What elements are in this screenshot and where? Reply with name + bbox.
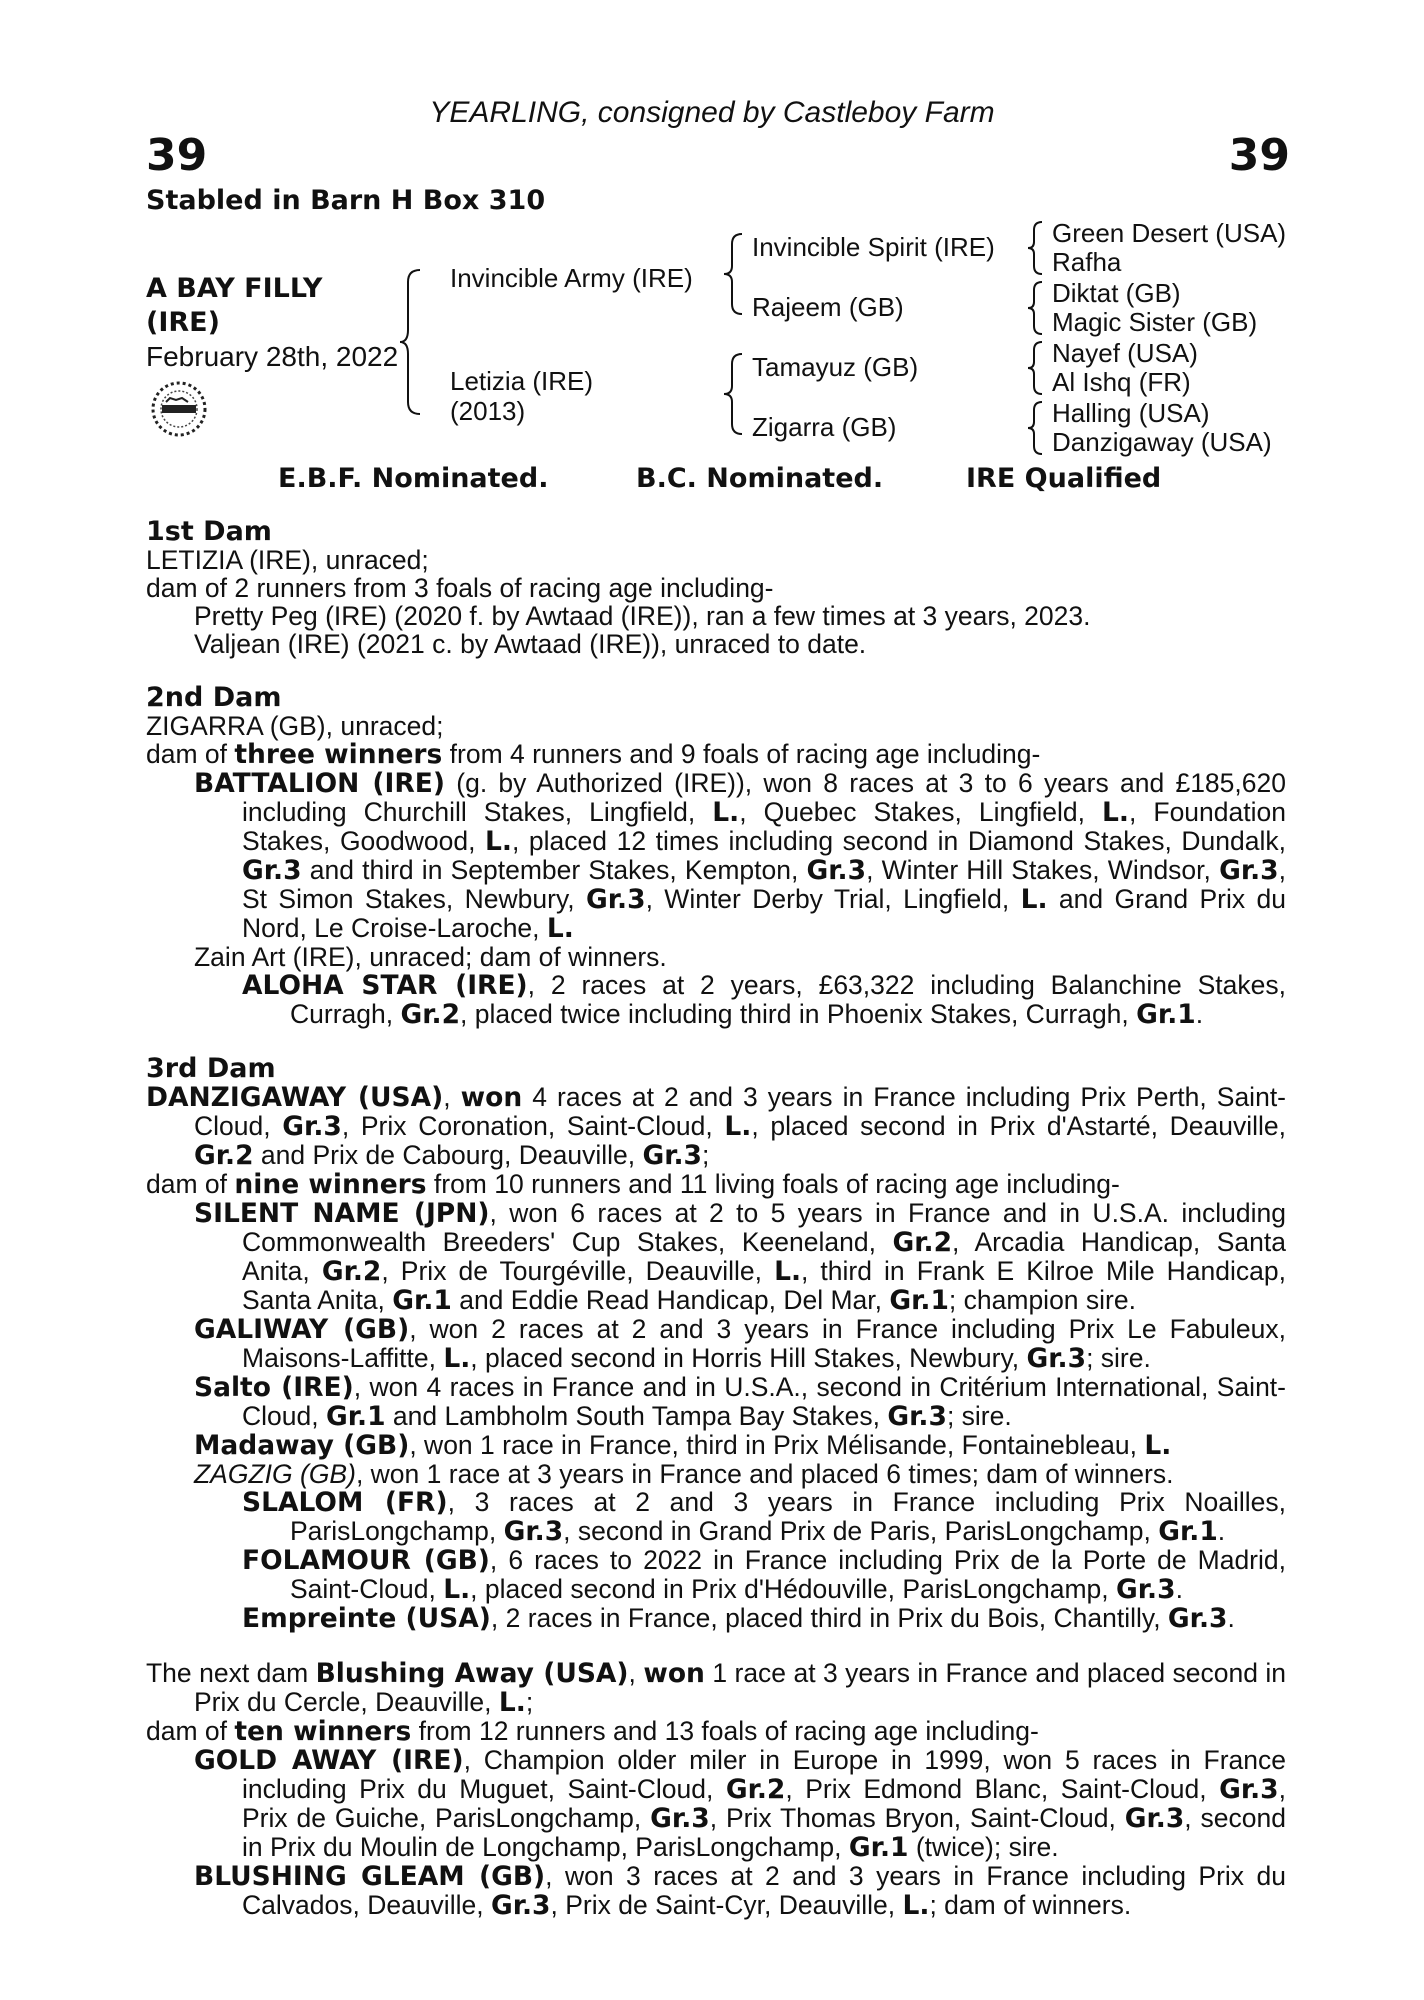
produce-entry-aloha: ALOHA STAR (IRE), 2 races at 2 years, £63,322 including Balanchine Stakes, Curragh, Gr.2, placed twice including third in Phoenix Stakes, Curragh, Gr.1. [242,970,1286,1030]
produce-entry: Pretty Peg (IRE) (2020 f. by Awtaad (IRE)), ran a few times at 3 years, 2023. [194,601,1091,631]
pedigree-brace-6 [1026,340,1046,396]
foaling-date: February 28th, 2022 [146,341,399,372]
first-dam-line: LETIZIA (IRE), unraced; [146,545,429,575]
produce-entry-zain: Zain Art (IRE), unraced; dam of winners. [194,942,667,972]
ped-sss: Green Desert (USA) [1052,218,1287,248]
horse-name: A BAY FILLY [146,273,323,304]
produce-entry-zagzig: ZAGZIG (GB), won 1 race at 3 years in France and placed 6 times; dam of winners. [194,1459,1174,1489]
lot-number-left: 39 [146,130,208,181]
produce-entry-folamour: FOLAMOUR (GB), 6 races to 2022 in France including Prix de la Porte de Madrid, Saint-Cloud, L., placed second in Prix d'Hédouville, ParisLongchamp, Gr.3. [242,1545,1286,1605]
lot-number-right: 39 [1228,130,1290,181]
produce-entry: Valjean (IRE) (2021 c. by Awtaad (IRE)), unraced to date. [194,629,867,659]
ped-ddd: Danzigaway (USA) [1052,427,1272,457]
dam-sire: Tamayuz (GB) [752,352,919,382]
first-dam-heading: 1st Dam [146,516,272,547]
ped-sdd: Magic Sister (GB) [1052,307,1258,337]
produce-entry-blushing-gleam: BLUSHING GLEAM (GB), won 3 races at 2 and 3 years in France including Prix du Calvados, Deauville, Gr.3, Prix de Saint-Cyr, Deauville, L.; dam of winners. [194,1861,1286,1921]
produce-entry-gold-away: GOLD AWAY (IRE), Champion older miler in Europe in 1999, won 5 races in France including Prix du Muguet, Saint-Cloud, Gr.2, Prix Edmond Blanc, Saint-Cloud, Gr.3, Prix de Guiche, ParisLongchamp, Gr.3, Prix Thomas Bryon, Saint-Cloud, Gr.3, second in Prix du Moulin de Longchamp, ParisLongchamp, Gr.1 (twice); sire. [194,1745,1287,1863]
pedigree-brace-3 [722,352,746,436]
third-dam-line: DANZIGAWAY (USA), won 4 races at 2 and 3 years in France including Prix Perth, Saint-Cloud, Gr.3, Prix Coronation, Saint-Cloud, L., placed second in Prix d'Astarté, Deauville, Gr.2 and Prix de Cabourg, Deauville, Gr.3; [146,1082,1287,1171]
ped-ssd: Rafha [1052,247,1122,277]
sire-dam: Rajeem (GB) [752,292,904,322]
first-dam-produce-intro: dam of 2 runners from 3 foals of racing age including- [146,573,774,603]
sire: Invincible Army (IRE) [450,263,693,293]
bc-nomination: B.C. Nominated. [636,463,884,494]
produce-entry-salto: Salto (IRE), won 4 races in France and in U.S.A., second in Critérium International, Saint-Cloud, Gr.1 and Lambholm South Tampa Bay Stakes, Gr.3; sire. [194,1372,1286,1432]
produce-entry-silent: SILENT NAME (JPN), won 6 races at 2 to 5 years in France and in U.S.A. including Commonwealth Breeders' Cup Stakes, Keeneland, Gr.2, Arcadia Handicap, Santa Anita, Gr.2, Prix de Tourgéville, Deauville, L., third in Frank E Kilroe Mile Handicap, Santa Anita, Gr.1 and Eddie Read Handicap, Del Mar, Gr.1; champion sire. [194,1198,1287,1316]
ped-dsd: Al Ishq (FR) [1052,367,1191,397]
third-dam-heading: 3rd Dam [146,1053,276,1084]
pedigree-brace-7 [1026,400,1046,456]
second-dam-line: ZIGARRA (GB), unraced; [146,711,444,741]
ebf-nomination: E.B.F. Nominated. [278,463,549,494]
horse-country: (IRE) [146,307,220,338]
second-dam-produce-intro: dam of three winners from 4 runners and 9 foals of racing age including- [146,739,1041,770]
dam-dam: Zigarra (GB) [752,412,897,442]
next-dam-line: The next dam Blushing Away (USA), won 1 race at 3 years in France and placed second in Prix du Cercle, Deauville, L.; [146,1658,1287,1718]
produce-entry-galiway: GALIWAY (GB), won 2 races at 2 and 3 years in France including Prix Le Fabuleux, Maisons-Laffitte, L., placed second in Horris Hill Stakes, Newbury, Gr.3; sire. [194,1314,1286,1374]
second-dam-heading: 2nd Dam [146,682,282,713]
page-title: YEARLING, consigned by Castleboy Farm [429,96,995,129]
ped-dss: Nayef (USA) [1052,338,1198,368]
catalogue-body [146,518,1286,1920]
sire-sire: Invincible Spirit (IRE) [752,232,995,262]
next-dam-produce-intro: dam of ten winners from 12 runners and 13 foals of racing age including- [146,1716,1039,1747]
third-dam-produce-intro: dam of nine winners from 10 runners and 11 living foals of racing age including- [146,1169,1120,1200]
stabled-location: Stabled in Barn H Box 310 [146,185,546,216]
ped-sds: Diktat (GB) [1052,278,1181,308]
produce-entry-madaway: Madaway (GB), won 1 race in France, third in Prix Mélisande, Fontainebleau, L. [194,1430,1172,1461]
produce-entry-battalion: BATTALION (IRE) (g. by Authorized (IRE)), won 8 races at 3 to 6 years and £185,620 including Churchill Stakes, Lingfield, L., Quebec Stakes, Lingfield, L., Foundation Stakes, Goodwood, L., placed 12 times including second in Diamond Stakes, Dundalk, Gr.3 and third in September Stakes, Kempton, Gr.3, Winter Hill Stakes, Windsor, Gr.3, St Simon Stakes, Newbury, Gr.3, Winter Derby Trial, Lingfield, L. and Grand Prix du Nord, Le Croise-Laroche, L. [194,768,1286,944]
produce-entry-empreinte: Empreinte (USA), 2 races in France, placed third in Prix du Bois, Chantilly, Gr.3. [242,1603,1235,1634]
ebf-stamp-icon [148,378,210,445]
produce-entry-slalom: SLALOM (FR), 3 races at 2 and 3 years in France including Prix Noailles, ParisLongchamp, Gr.3, second in Grand Prix de Paris, ParisLongchamp, Gr.1. [242,1487,1286,1547]
pedigree-brace-2 [722,232,746,316]
dam: Letizia (IRE) [450,366,594,396]
pedigree-brace-1 [398,268,428,416]
dam-year: (2013) [450,396,526,426]
pedigree-brace-4 [1026,220,1046,276]
ped-dds: Halling (USA) [1052,398,1210,428]
ire-qualified: IRE Qualified [966,463,1162,494]
horse-description [146,272,398,374]
pedigree-brace-5 [1026,280,1046,336]
